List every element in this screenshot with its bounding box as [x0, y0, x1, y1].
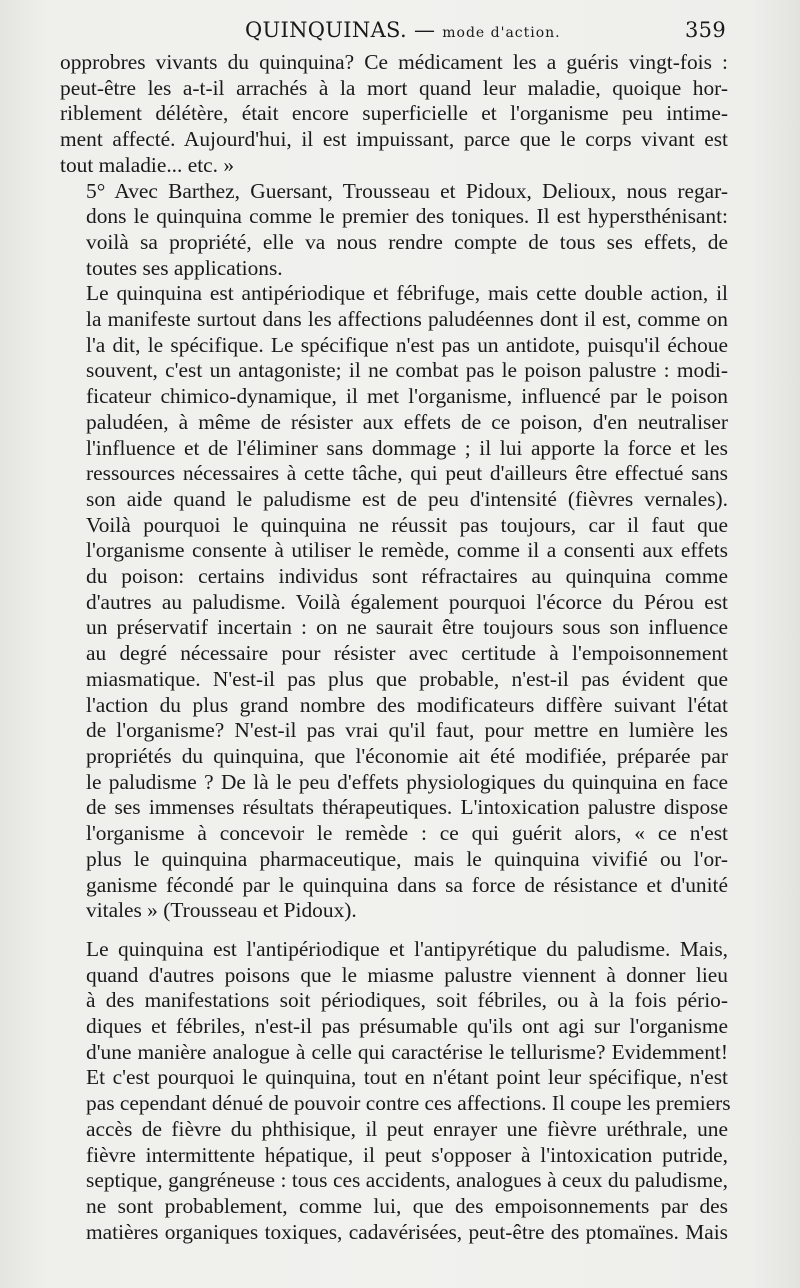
running-title-dash: —: [413, 18, 436, 42]
text-line: d'autres au paludisme. Voilà également pourquoi l'écorce du Pérou est: [86, 589, 728, 614]
text-line: l'action du plus grand nombre des modificateurs diffère suivant l'état: [86, 692, 728, 717]
text-line: de ses immenses résultats thérapeutiques. L'intoxication palustre dispose: [86, 795, 728, 820]
text-line: Le quinquina est l'antipériodique et l'antipyrétique du paludisme. Mais,: [86, 936, 728, 961]
running-header: [60, 18, 726, 48]
text-line: de l'organisme? N'est-il pas vrai qu'il faut, pour mettre en lumière les: [86, 718, 728, 743]
text-line: ficateur chimico-dynamique, il met l'organisme, influencé par le poison: [86, 384, 728, 409]
body-text: [60, 50, 731, 1245]
text-line: souvent, c'est un antagoniste; il ne combat pas le poison palustre : modi-: [86, 358, 728, 383]
paragraph: [60, 936, 731, 1245]
text-line: accès de fièvre du phthisique, il peut enrayer une fièvre uréthrale, une: [86, 1116, 728, 1141]
text-line: vitales » (Trousseau et Pidoux).: [86, 898, 357, 923]
text-line: l'organisme consente à utiliser le remède, comme il a consenti aux effets: [86, 538, 728, 563]
text-line: septique, gangréneuse : tous ces accidents, analogues à ceux du paludisme,: [86, 1168, 728, 1193]
text-line: d'une manière analogue à celle qui caractérise le tellurisme? Evidemment!: [86, 1039, 728, 1064]
text-line: à des manifestations soit périodiques, soit fébriles, ou à la fois pério-: [86, 988, 728, 1013]
text-line: paludéen, à même de résister aux effets de ce poison, d'en neutraliser: [86, 409, 728, 434]
text-line: la manifeste surtout dans les affections paludéennes dont il est, comme on: [86, 307, 728, 332]
paragraph: [60, 179, 728, 282]
text-line: quand d'autres poisons que le miasme palustre viennent à donner lieu: [86, 962, 728, 987]
text-line: ressources nécessaires à cette tâche, qui peut d'ailleurs être effectué sans: [86, 461, 728, 486]
text-line: ment affecté. Aujourd'hui, il est impuissant, parce que le corps vivant est: [60, 127, 728, 152]
text-line: un préservatif incertain : on ne saurait être toujours sous son influence: [86, 615, 728, 640]
text-line: au degré nécessaire pour résister avec certitude à l'empoisonnement: [86, 641, 728, 666]
running-title-main: QUINQUINAS.: [245, 18, 407, 42]
text-line: peut-être les a-t-il arrachés à la mort quand leur maladie, quoique hor-: [60, 75, 728, 100]
text-line: matières organiques toxiques, cadavérisées, peut-être des ptomaïnes. Mais: [86, 1219, 728, 1244]
text-line: diques et fébriles, n'est-il pas présumable qu'ils ont agi sur l'organisme: [86, 1014, 728, 1039]
text-line: l'a dit, le spécifique. Le spécifique n'est pas un antidote, puisqu'il échoue: [86, 332, 728, 357]
text-line: Le quinquina est antipériodique et fébrifuge, mais cette double action, il: [86, 281, 728, 306]
text-line: Et c'est pourquoi le quinquina, tout en n'étant point leur spécifique, n'est: [86, 1065, 728, 1090]
page-number: 359: [685, 18, 726, 42]
text-line: l'organisme à concevoir le remède : ce qui guérit alors, « ce n'est: [86, 821, 728, 846]
text-line: miasmatique. N'est-il pas plus que probable, n'est-il pas évident que: [86, 666, 728, 691]
text-line: tout maladie... etc. »: [60, 152, 235, 177]
text-line: ne sont probablement, comme lui, que des empoisonnements par des: [86, 1193, 728, 1218]
text-line: toutes ses applications.: [86, 255, 283, 280]
text-line: dons le quinquina comme le premier des toniques. Il est hypersthénisant:: [86, 204, 728, 229]
text-line: le paludisme ? De là le peu d'effets physiologiques du quinquina en face: [86, 769, 728, 794]
text-line: fièvre intermittente hépatique, il peut s'opposer à l'intoxication putride,: [86, 1142, 728, 1167]
paragraph: [60, 281, 728, 924]
running-title-sub: mode d'action.: [442, 25, 561, 41]
text-line: voilà sa propriété, elle va nous rendre compte de tous ses effets, de: [86, 229, 728, 254]
text-line: plus le quinquina pharmaceutique, mais le quinquina vivifié ou l'or-: [86, 846, 728, 871]
text-line: 5° Avec Barthez, Guersant, Trousseau et Pidoux, Delioux, nous regar-: [86, 178, 728, 203]
text-line: riblement délétère, était encore superficielle et l'organisme peu intime-: [60, 101, 728, 126]
text-line: pas cependant dénué de pouvoir contre ces affections. Il coupe les premiers: [86, 1091, 731, 1116]
text-line: l'influence et de l'éliminer sans dommage ; il lui apporte la force et les: [86, 435, 728, 460]
text-line: Voilà pourquoi le quinquina ne réussit pas toujours, car il faut que: [86, 512, 728, 537]
text-line: ganisme fécondé par le quinquina dans sa force de résistance et d'unité: [86, 872, 728, 897]
text-line: son aide quand le paludisme est de peu d'intensité (fièvres vernales).: [86, 486, 728, 511]
text-line: opprobres vivants du quinquina? Ce médicament les a guéris vingt-fois :: [60, 50, 728, 74]
running-title: [245, 18, 561, 42]
paragraph: [60, 50, 728, 179]
text-line: du poison: certains individus sont réfractaires au quinquina comme: [86, 564, 728, 589]
text-line: propriétés du quinquina, que l'économie ait été modifiée, préparée par: [86, 743, 728, 768]
